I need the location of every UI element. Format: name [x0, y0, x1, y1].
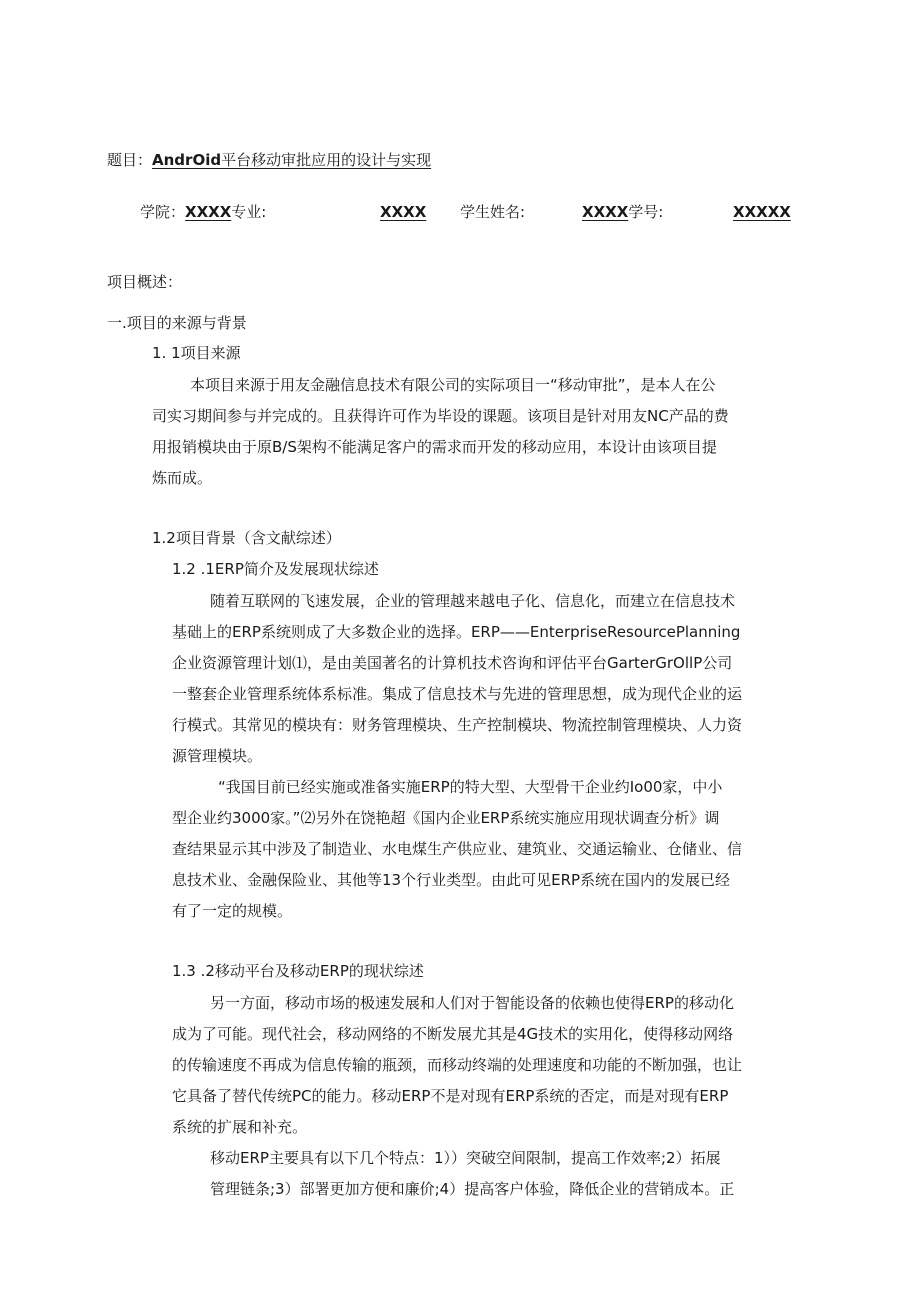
- title-prefix: AndrOid: [152, 151, 222, 169]
- para-line: 源管理模块。: [172, 747, 263, 765]
- para-line: “我国目前已经实施或准备实施ERP的特大型、大型骨干企业约Io00家，中小: [218, 778, 723, 796]
- para-line: 的传输速度不再成为信息传输的瓶颈，而移动终端的处理速度和功能的不断加强，也让: [172, 1056, 743, 1074]
- name-value: XXXX: [582, 203, 629, 221]
- para-line: 它具备了替代传统PC的能力。移动ERP不是对现有ERP系统的否定，而是对现有ERP: [172, 1087, 729, 1105]
- major-value: XXXX: [380, 203, 427, 221]
- para-line: 行模式。其常见的模块有：财务管理模块、生产控制模块、物流控制管理模块、人力资: [172, 716, 743, 734]
- college-value: XXXX: [185, 203, 232, 221]
- para-line: 查结果显示其中涉及了制造业、水电煤生产供应业、建筑业、交通运输业、仓储业、信: [172, 840, 743, 858]
- para-line: 另一方面，移动市场的极速发展和人们对于智能设备的依赖也使得ERP的移动化: [210, 994, 734, 1012]
- name-label: 学生姓名:: [460, 203, 526, 221]
- para-line: 息技术业、金融保险业、其他等13个行业类型。由此可见ERP系统在国内的发展已经: [172, 871, 731, 889]
- para-line: 系统的扩展和补充。: [172, 1118, 308, 1136]
- para-line: 型企业约3000家。”⑵另外在饶艳超《国内企业ERP系统实施应用现状调查分析》调: [172, 809, 720, 827]
- para-line: 基础上的ERP系统则成了大多数企业的选择。ERP——EnterpriseResourcePlanning: [172, 623, 741, 641]
- para-line: 企业资源管理计划⑴，是由美国著名的计算机技术咨询和评估平台GarterGrOllP公司: [172, 654, 733, 672]
- title-label: 题目：: [107, 151, 153, 169]
- name-field: [582, 202, 663, 222]
- para-line: 有了一定的规模。: [172, 902, 293, 920]
- para-line: 用报销模块由于原B/S架构不能满足客户的需求而开发的移动应用，本设计由该项目提: [152, 438, 717, 456]
- document-title: [107, 150, 431, 170]
- major-label: 专业:: [231, 203, 267, 221]
- college-label: 学院：: [140, 203, 186, 221]
- section-heading: 一.项目的来源与背景: [107, 314, 247, 332]
- para-line: 司实习期间参与并完成的。且获得许可作为毕设的课题。该项目是针对用友NC产品的费: [152, 407, 729, 425]
- para-line: 移动ERP主要具有以下几个特点：1））突破空间限制，提高工作效率;2）拓展: [210, 1149, 721, 1167]
- para-line: 本项目来源于用友金融信息技术有限公司的实际项目一“移动审批”，是本人在公: [190, 376, 716, 394]
- para-line: 炼而成。: [152, 469, 213, 487]
- subsection-heading-1-2-1: 1.2 .1ERP简介及发展现状综述: [172, 560, 379, 578]
- subsection-heading-1-2: 1.2项目背景（含文献综述）: [152, 529, 341, 547]
- para-line: 管理链条;3）部署更加方便和廉价;4）提高客户体验，降低企业的营销成本。正: [210, 1180, 735, 1198]
- subsection-heading-1-1: 1. 1项目来源: [152, 344, 241, 362]
- para-line: 一整套企业管理系统体系标准。集成了信息技术与先进的管理思想，成为现代企业的运: [172, 685, 743, 703]
- title-text: 平台移动审批应用的设计与实现: [221, 151, 432, 169]
- para-line: 成为了可能。现代社会，移动网络的不断发展尤其是4G技术的实用化，使得移动网络: [172, 1025, 734, 1043]
- id-label: 学号:: [628, 203, 664, 221]
- para-line: 随着互联网的飞速发展，企业的管理越来越电子化、信息化，而建立在信息技术: [210, 592, 736, 610]
- college-field: [140, 202, 266, 222]
- subsection-heading-1-3-2: 1.3 .2移动平台及移动ERP的现状综述: [172, 962, 424, 980]
- id-value: XXXXX: [733, 203, 791, 221]
- overview-heading: 项目概述：: [107, 273, 183, 291]
